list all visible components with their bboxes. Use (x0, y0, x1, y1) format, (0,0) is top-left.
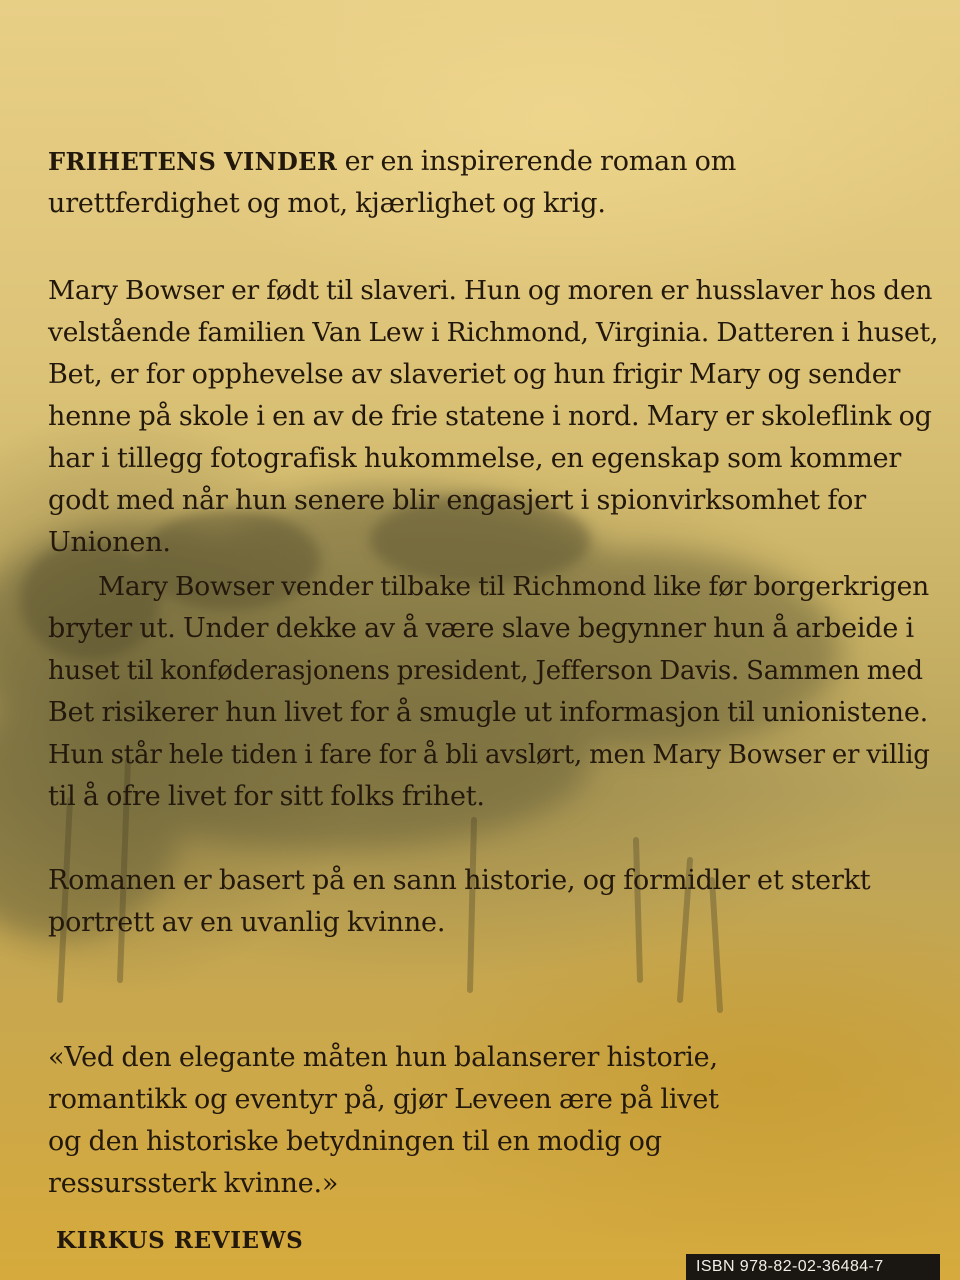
review-quote-line-3: og den historiske betydningen til en modig og (48, 1126, 662, 1157)
intro-line-1 (48, 141, 938, 183)
synopsis-2-line-3: huset til konføderasjonens president, Jefferson Davis. Sammen med (48, 656, 923, 686)
book-title: FRIHETENS VINDER (48, 147, 338, 176)
review-source: KIRKUS REVIEWS (56, 1227, 304, 1254)
review-quote-line-1: «Ved den elegante måten hun balanserer historie, (48, 1042, 718, 1073)
review-quote-line-4: ressurssterk kvinne.» (48, 1168, 339, 1199)
review-quote (48, 1037, 938, 1205)
synopsis-1-line-5: har i tillegg fotografisk hukommelse, en egenskap som kommer (48, 443, 902, 474)
synopsis-1-line-7: Unionen. (48, 527, 171, 558)
synopsis-1-line-2: velstående familien Van Lew i Richmond, Virginia. Datteren i huset, (48, 317, 939, 348)
synopsis-1-line-4: henne på skole i en av de frie statene i nord. Mary er skoleflink og (48, 401, 932, 432)
summary-line-2: portrett av en uvanlig kvinne. (48, 907, 446, 938)
intro-paragraph (48, 141, 938, 225)
intro-line-1-text: er en inspirerende roman om (337, 146, 737, 177)
synopsis-1-line-1: Mary Bowser er født til slaveri. Hun og moren er husslaver hos den (48, 275, 933, 306)
isbn-label: ISBN 978-82-02-36484-7 (686, 1254, 940, 1280)
synopsis-paragraph-1 (48, 270, 938, 564)
synopsis-2-line-4: Bet risikerer hun livet for å smugle ut informasjon til unionistene. (48, 697, 929, 728)
synopsis-2-line-1: Mary Bowser vender tilbake til Richmond like før borgerkrigen (98, 571, 929, 602)
summary-line-1: Romanen er basert på en sann historie, og formidler et sterkt (48, 865, 871, 896)
synopsis-1-line-3: Bet, er for opphevelse av slaveriet og hun frigir Mary og sender (48, 359, 901, 390)
synopsis-2-line-5: Hun står hele tiden i fare for å bli avslørt, men Mary Bowser er villig (48, 740, 930, 770)
synopsis-2-line-6: til å ofre livet for sitt folks frihet. (48, 781, 485, 812)
summary-paragraph (48, 860, 938, 944)
synopsis-2-line-2: bryter ut. Under dekke av å være slave begynner hun å arbeide i (48, 613, 914, 644)
synopsis-paragraph-2 (48, 566, 938, 818)
review-quote-line-2: romantikk og eventyr på, gjør Leveen ære på livet (48, 1084, 719, 1115)
intro-line-2: urettferdighet og mot, kjærlighet og krig. (48, 188, 606, 219)
synopsis-1-line-6: godt med når hun senere blir engasjert i spionvirksomhet for (48, 485, 866, 516)
